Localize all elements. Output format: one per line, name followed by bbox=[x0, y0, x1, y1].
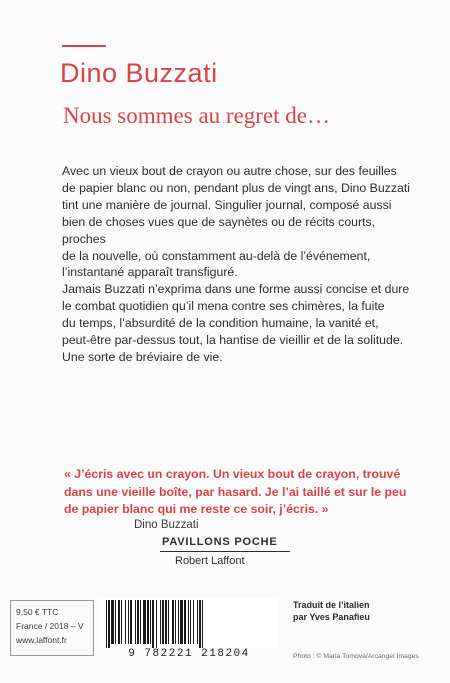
blurb-line: bien de choses vues que de saynètes ou de récits courts, proches bbox=[62, 214, 376, 246]
barcode-bar bbox=[130, 600, 132, 644]
barcode-bar bbox=[162, 600, 164, 644]
blurb-line: Une sorte de bréviaire de vie. bbox=[62, 349, 223, 364]
barcode-bar bbox=[178, 600, 179, 644]
translation-line: Traduit de l’italien bbox=[293, 600, 370, 610]
top-accent-rule bbox=[62, 45, 106, 47]
barcode-bar bbox=[140, 600, 141, 644]
translation-credit bbox=[293, 600, 423, 623]
barcode-bar bbox=[137, 600, 139, 644]
blurb-line: peut-être par-dessus tout, la hantise de vieillir et de la solitude. bbox=[62, 333, 404, 348]
back-cover-blurb bbox=[62, 163, 412, 366]
barcode-bar bbox=[135, 600, 136, 644]
barcode-bar bbox=[111, 600, 114, 644]
author-quote bbox=[64, 466, 414, 519]
collection-name: PAVILLONS POCHE bbox=[162, 536, 278, 548]
barcode-bar bbox=[172, 600, 174, 644]
quote-attribution: Dino Buzzati bbox=[134, 519, 199, 531]
isbn-digits: 9 782221 218204 bbox=[128, 648, 250, 660]
translator-line: par Yves Panafieu bbox=[293, 611, 370, 622]
barcode-bar bbox=[165, 600, 167, 644]
blurb-line: Avec un vieux bout de crayon ou autre chose, sur des feuilles bbox=[62, 164, 397, 178]
edition-text: France / 2018 – V bbox=[16, 621, 84, 631]
quote-line: dans une vieille boîte, par hasard. Je l’ai taillé et sur le peu bbox=[64, 484, 407, 499]
price-text: 9,50 € TTC bbox=[16, 607, 59, 617]
barcode-bar bbox=[156, 600, 157, 648]
publisher-name: Robert Laffont bbox=[175, 555, 245, 567]
barcode-bar bbox=[106, 600, 107, 648]
blurb-line: de la nouvelle, où constamment au-delà de l’événement, bbox=[62, 248, 371, 263]
blurb-line: tint une manière de journal. Singulier journal, composé aussi bbox=[62, 197, 392, 212]
photo-credit: Photo : © Maria Tomova/Arcangel Images bbox=[293, 653, 419, 660]
barcode-bar bbox=[115, 600, 116, 644]
isbn-barcode bbox=[100, 598, 278, 648]
barcode-bar bbox=[152, 600, 154, 648]
blurb-line: de papier blanc ou non, pendant plus de vingt ans, Dino Buzzati bbox=[62, 180, 410, 195]
barcode-bar bbox=[168, 600, 169, 644]
blurb-line: le combat quotidien qu’il mena contre ses chimères, la fuite bbox=[62, 299, 385, 314]
barcode-bar bbox=[193, 600, 194, 644]
blurb-line: l’instantané apparaît transfiguré. bbox=[62, 265, 238, 280]
quote-line: de papier blanc qui me reste ce soir, j’écris. » bbox=[64, 502, 329, 516]
blurb-line: Jamais Buzzati n’exprima dans une forme aussi concise et dure bbox=[62, 282, 410, 297]
blurb-line: du temps, l’absurdité de la condition humaine, la vanité et, bbox=[62, 316, 379, 331]
price-info-box bbox=[10, 600, 94, 656]
book-title: Nous sommes au regret de… bbox=[63, 103, 330, 128]
barcode-bar bbox=[150, 600, 151, 644]
barcode-bar bbox=[118, 600, 120, 644]
barcode-bar bbox=[188, 600, 189, 644]
barcode-bar bbox=[199, 600, 201, 648]
quote-line: « J’écris avec un crayon. Un vieux bout de crayon, trouvé bbox=[64, 467, 401, 481]
barcode-bar bbox=[108, 600, 110, 648]
barcode-bar bbox=[160, 600, 161, 644]
website-link[interactable]: www.laffont.fr bbox=[16, 635, 67, 645]
barcode-bar bbox=[175, 600, 176, 644]
barcode-bar bbox=[180, 600, 183, 644]
barcode-bar bbox=[125, 600, 126, 644]
author-name: Dino Buzzati bbox=[60, 58, 218, 88]
barcode-bar bbox=[128, 600, 129, 644]
barcode-bar bbox=[197, 600, 198, 644]
barcode-bar bbox=[184, 600, 186, 644]
barcode-bar bbox=[143, 600, 146, 644]
barcode-bar bbox=[147, 600, 149, 644]
barcode-bar bbox=[202, 600, 203, 648]
barcode-bar bbox=[190, 600, 191, 644]
barcode-bar bbox=[121, 600, 122, 644]
